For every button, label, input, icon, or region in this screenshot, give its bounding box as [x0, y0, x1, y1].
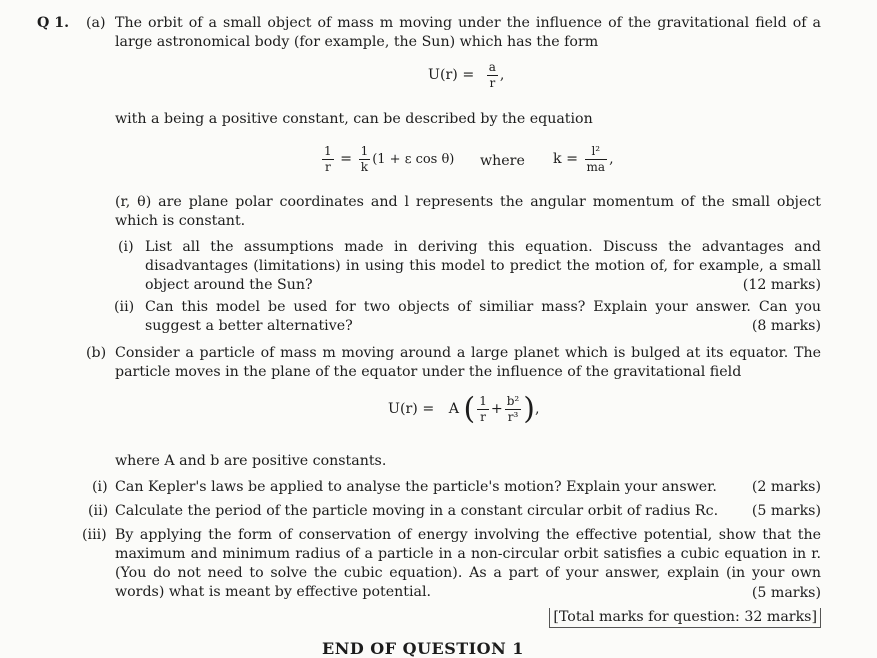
a-sub-ii-marks: (8 marks): [751, 318, 821, 334]
orbit-lhs-fraction: $\frac{1}{r}$: [324, 144, 332, 174]
end-of-question: END OF QUESTION 1: [322, 639, 524, 658]
a-sub-i-text: List all the assumptions made in deriving this equation. Discuss the advantages and disadvantages (limitations) in using this model to predict the motion of, for example, a small object around the Sun?: [145, 239, 821, 293]
field-term2: $\frac{\text{b²}}{\text{r³}}$: [506, 394, 520, 424]
b-sub-ii-text: Calculate the period of the particle moving in a constant circular orbit of radius Rc.: [115, 503, 719, 519]
field-term1: $\frac{1}{r}$: [479, 394, 487, 424]
a-sub-ii-label: (ii): [114, 299, 135, 315]
potential-numerator: a: [488, 60, 496, 74]
field-equation: U(r) = A ( $\frac{1}{r}$ + $\frac{\text{b²}}{\text{r³}}$ ),: [388, 391, 540, 427]
part-b-label: (b): [86, 345, 107, 361]
potential-denominator: r: [489, 76, 496, 90]
potential-fraction: [487, 60, 498, 91]
potential-lhs: U(r) =: [428, 67, 475, 83]
part-b-intro: Consider a particle of mass m moving around a large planet which is bulged at its equator. The particle moves in the plane of the equator under the influence of the gravitational field: [115, 345, 821, 380]
potential-equation: U(r) = $\frac{a}{r}$ ,: [428, 60, 505, 90]
b-sub-i-text: Can Kepler's laws be applied to analyse the particle's motion? Explain your answer.: [115, 479, 717, 495]
b-sub-ii-marks: (5 marks): [751, 503, 821, 519]
k-definition: k = $\frac{\text{l²}}{ma}$ ,: [553, 144, 614, 174]
k-fraction: $\frac{\text{l²}}{ma}$: [586, 144, 606, 174]
b-sub-i-marks: (2 marks): [751, 479, 821, 495]
part-a-with-text: with a being a positive constant, can be described by the equation: [115, 111, 593, 127]
field-A: A: [448, 401, 459, 417]
b-sub-iii-text: By applying the form of conservation of energy involving the effective potential, show that the maximum and minimum radius of a particle in a non-circular orbit satisfies a cubic equation in r. (You do not need to solve the cubic equation). As a part of your answer, explain (in your own words) what is meant by effective potential.: [115, 527, 821, 600]
orbit-where: where: [480, 153, 525, 169]
orbit-bracket: (1 + ε cos θ): [372, 152, 455, 167]
coords-text: (r, θ) are plane polar coordinates and l represents the angular momentum of the small object which is constant.: [115, 194, 821, 229]
orbit-equation: $\frac{1}{r}$ = $\frac{1}{k}$ (1 + ε cos θ): [324, 144, 455, 174]
constants-text: where A and b are positive constants.: [115, 453, 387, 469]
part-a-intro: The orbit of a small object of mass m moving under the influence of the gravitational field of a large astronomical body (for example, the Sun) which has the form: [115, 15, 821, 50]
a-sub-i-marks: (12 marks): [742, 277, 821, 293]
b-sub-iii-label: (iii): [82, 527, 107, 543]
b-sub-iii-marks: (5 marks): [751, 585, 821, 601]
total-marks: [Total marks for question: 32 marks]: [549, 608, 821, 628]
field-lhs: U(r) =: [388, 401, 435, 417]
a-sub-i-label: (i): [118, 239, 134, 255]
question-number: Q 1.: [37, 15, 70, 31]
b-sub-ii-label: (ii): [88, 503, 109, 519]
b-sub-i-label: (i): [92, 479, 108, 495]
a-sub-ii-text: Can this model be used for two objects of similiar mass? Explain your answer. Can you suggest a better alternative?: [145, 299, 821, 334]
orbit-rhs-fraction: $\frac{1}{k}$: [360, 144, 369, 174]
part-a-label: (a): [86, 15, 106, 31]
